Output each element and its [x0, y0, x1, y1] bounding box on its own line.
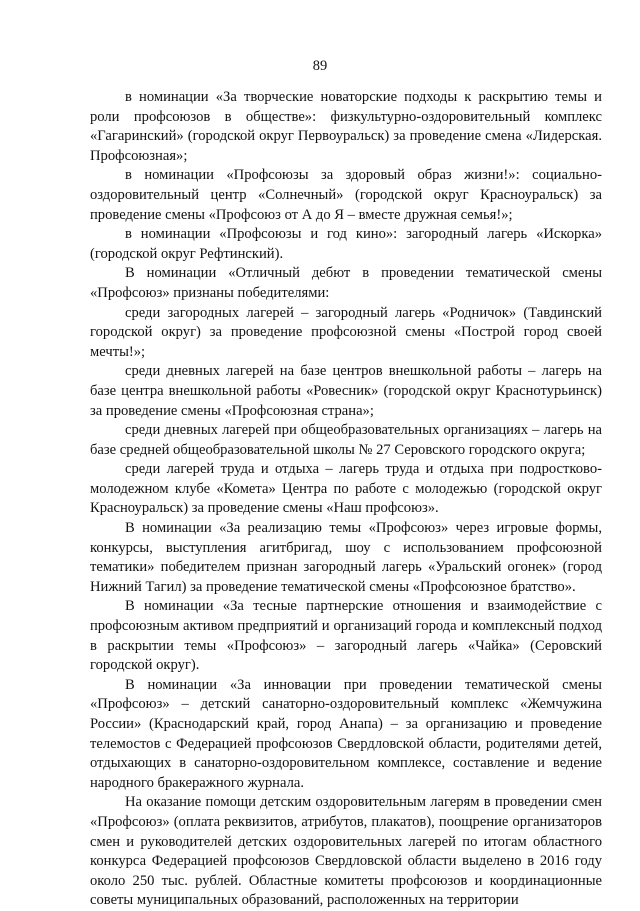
paragraph: среди дневных лагерей на базе центров внешкольной работы – лагерь на базе центра внешкольной работы «Ровесник» (городской округ Краснотурьинск) за проведение смены «Профсоюзная страна»; [90, 363, 602, 419]
page-number: 89 [312, 58, 328, 74]
paragraph: среди лагерей труда и отдыха – лагерь труда и отдыха при подростково-молодежном клубе «Комета» Центра по работе с молодежью (городской округ Красноуральск) за проведение смены «Наш профсоюз». [90, 461, 602, 517]
paragraph: В номинации «За реализацию темы «Профсоюз» через игровые формы, конкурсы, выступления агитбригад, шоу с использованием профсоюзной тематики» победителем признан загородный лагерь «Уральский огонек» (город Нижний Тагил) за проведение тематической смены «Профсоюзное братство». [90, 520, 602, 595]
document-body [90, 88, 602, 911]
paragraph: среди загородных лагерей – загородный лагерь «Родничок» (Тавдинский городской округ) за проведение профсоюзной смены «Построй город своей мечты!»; [90, 304, 602, 360]
paragraph: среди дневных лагерей при общеобразовательных организациях – лагерь на базе средней общеобразовательной школы № 27 Серовского городского округа; [90, 422, 602, 458]
paragraph: На оказание помощи детским оздоровительным лагерям в проведении смен «Профсоюз» (оплата реквизитов, атрибутов, плакатов), поощрение организаторов смен и руководителей детских оздоровительных лагерей по итогам областного конкурса Федерацией профсоюзов Свердловской области выделено в 2016 году около 250 тыс. рублей. Областные комитеты профсоюзов и координационные советы муниципальных образований, расположенных на территории [90, 794, 602, 909]
paragraph: в номинации «Профсоюзы и год кино»: загородный лагерь «Искорка» (городской округ Рефтинский). [90, 226, 602, 262]
paragraph: В номинации «За тесные партнерские отношения и взаимодействие с профсоюзным активом предприятий и организаций города и комплексный подход в раскрытии темы «Профсоюз» – загородный лагерь «Чайка» (Серовский городской округ). [90, 598, 602, 674]
paragraph: В номинации «Отличный дебют в проведении тематической смены «Профсоюз» признаны победителями: [90, 265, 602, 301]
paragraph: В номинации «За инновации при проведении тематической смены «Профсоюз» – детский санаторно-оздоровительный комплекс «Жемчужина России» (Краснодарский край, город Анапа) – за организацию и проведение телемостов с Федерацией профсоюзов Свердловской области, родителями детей, отдыхающих в санаторно-оздоровительном комплексе, составление и ведение народного бракеражного журнала. [90, 676, 602, 791]
paragraph: в номинации «Профсоюзы за здоровый образ жизни!»: социально-оздоровительный центр «Солнечный» (городской округ Красноуральск) за проведение смены «Профсоюз от А до Я – вместе дружная семья!»; [90, 167, 602, 223]
paragraph: в номинации «За творческие новаторские подходы к раскрытию темы и роли профсоюзов в обществе»: физкультурно-оздоровительный комплекс «Гагаринский» (городской округ Первоуральск) за проведение смена «Лидерская. Профсоюзная»; [90, 89, 602, 164]
